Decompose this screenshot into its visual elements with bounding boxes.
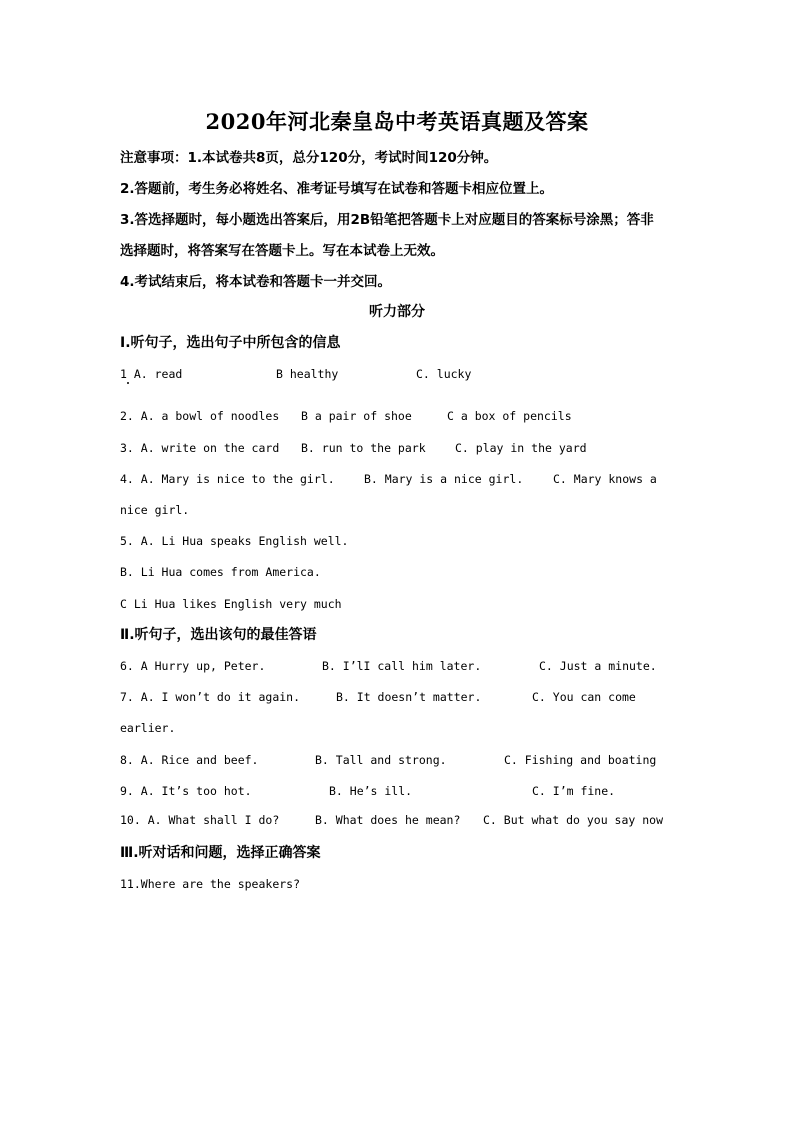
option-b: B. It doesn’t matter. (336, 690, 482, 704)
option-a: 2. A. a bowl of noodles (120, 409, 280, 423)
section-heading-2: Ⅱ.听句子，选出该句的最佳答语 (120, 627, 317, 643)
question-10 (120, 813, 680, 829)
question-9 (120, 784, 680, 800)
option-b: B. Tall and strong. (315, 753, 447, 767)
note-line-1: 注意事项：1.本试卷共8页，总分120分，考试时间120分钟。 (120, 150, 498, 166)
section-heading-3: Ⅲ.听对话和问题，选择正确答案 (120, 845, 321, 861)
option-a: 9. A. It’s too hot. (120, 784, 252, 798)
option-c: C. Fishing and boating (504, 753, 657, 767)
question-1 (120, 367, 680, 383)
question-2 (120, 409, 680, 425)
option-a: 10. A. What shall I do? (120, 813, 280, 827)
option-c: C. lucky (416, 367, 472, 381)
question-3 (120, 441, 680, 457)
option-a: 1 A. read (120, 367, 183, 381)
question-4 (120, 472, 680, 488)
option-c: C. play in the yard (455, 441, 587, 455)
note-line-5: 4.考试结束后，将本试卷和答题卡一并交回。 (120, 274, 392, 290)
page-title: 2020年河北秦皇岛中考英语真题及答案 (205, 109, 589, 134)
option-c: C a box of pencils (447, 409, 572, 423)
note-line-3: 3.答选择题时，每小题选出答案后，用2B铅笔把答题卡上对应题目的答案标号涂黑；答非 (120, 212, 654, 228)
option-b: B healthy (276, 367, 339, 381)
question-4-continued: nice girl. (120, 503, 190, 517)
section-heading-1: Ⅰ.听句子，选出句子中所包含的信息 (120, 335, 341, 351)
option-c: C. But what do you say now (483, 813, 664, 827)
question-7 (120, 690, 680, 706)
option-b: B a pair of shoe (301, 409, 412, 423)
option-a: 6. A Hurry up, Peter. (120, 659, 266, 673)
question-8 (120, 753, 680, 769)
option-c: C. I’m fine. (532, 784, 616, 798)
option-c: C. Mary knows a (553, 472, 657, 486)
question-7-continued: earlier. (120, 721, 176, 735)
option-c: C. You can come (532, 690, 636, 704)
option-c: C. Just a minute. (539, 659, 657, 673)
option-b: B. run to the park (301, 441, 426, 455)
question-5-option-a: 5. A. Li Hua speaks English well. (120, 534, 349, 548)
note-line-4: 选择题时，将答案写在答题卡上。写在本试卷上无效。 (120, 243, 444, 259)
question-11: 11.Where are the speakers? (120, 877, 301, 891)
option-b: B. What does he mean? (315, 813, 461, 827)
part-title-listening: 听力部分 (369, 304, 425, 320)
dot-mark (127, 382, 129, 384)
option-a: 7. A. I won’t do it again. (120, 690, 301, 704)
note-line-2: 2.答题前，考生务必将姓名、准考证号填写在试卷和答题卡相应位置上。 (120, 181, 554, 197)
option-a: 3. A. write on the card (120, 441, 280, 455)
option-a: 8. A. Rice and beef. (120, 753, 259, 767)
question-5-option-c: C Li Hua likes English very much (120, 597, 342, 611)
question-5-option-b: B. Li Hua comes from America. (120, 565, 321, 579)
option-b: B. I’lI call him later. (322, 659, 482, 673)
question-6 (120, 659, 680, 675)
option-b: B. Mary is a nice girl. (364, 472, 524, 486)
option-a: 4. A. Mary is nice to the girl. (120, 472, 335, 486)
option-b: B. He’s ill. (329, 784, 413, 798)
